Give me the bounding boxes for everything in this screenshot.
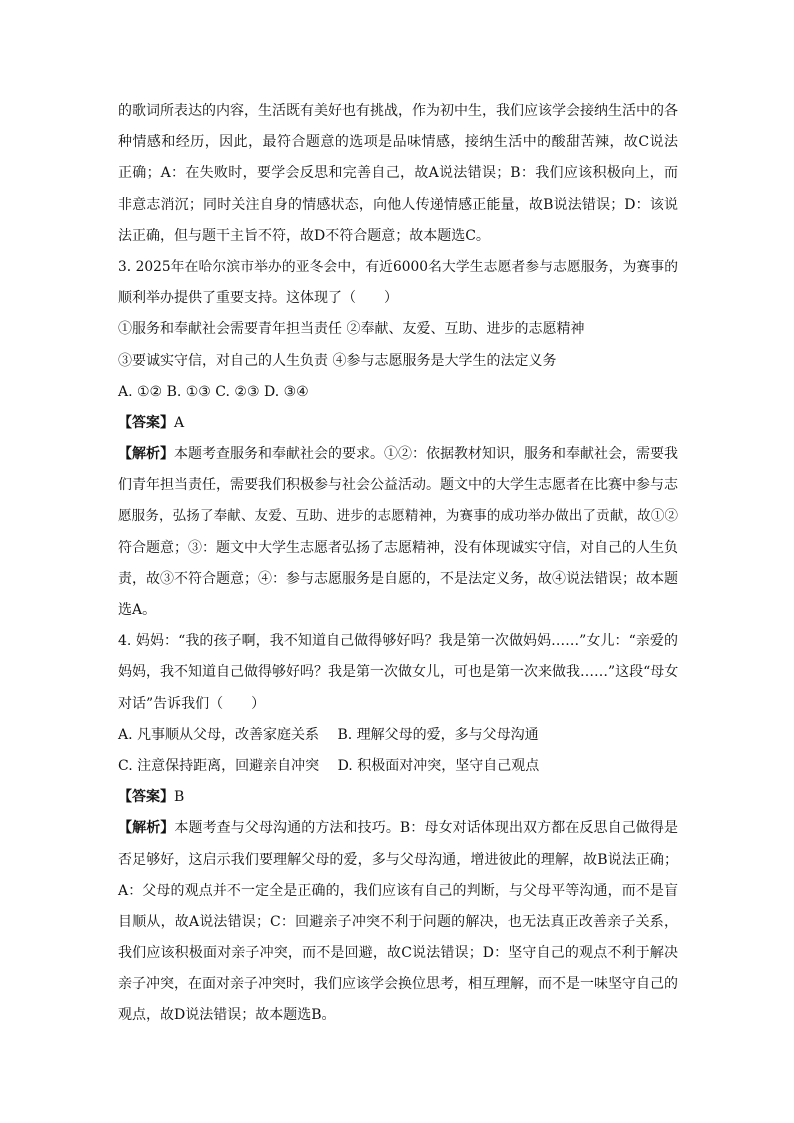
line-text: 我们应该积极面对亲子冲突，而不是回避，故C说法错误；D：坚守自己的观点不利于解决 [118,945,678,962]
text-line [118,845,678,876]
text-line [118,813,678,844]
text-line [118,470,678,501]
text-line [118,595,678,626]
line-text: 4. 妈妈：“我的孩子啊，我不知道自己做得够好吗？我是第一次做妈妈……”女儿：“亲爱的 [118,633,678,650]
line-text: A [174,414,185,431]
text-line [118,190,678,221]
line-text: 愿服务，弘扬了奉献、友爱、互助、进步的志愿精神，为赛事的成功举办做出了贡献，故①② [118,508,678,525]
line-text: A. 凡事顺从父母，改善家庭关系 B. 理解父母的爱，多与父母沟通 [118,726,539,743]
line-text: 亲子冲突，在面对亲子冲突时，我们应该学会换位思考，相互理解，而不是一味坚守自己的 [118,976,678,993]
text-line [118,626,678,657]
text-line [118,314,678,345]
page-content [118,96,678,1032]
line-text: 们青年担当责任，需要我们积极参与社会公益活动。题文中的大学生志愿者在比赛中参与志 [118,477,678,494]
text-line [118,657,678,688]
line-text: 观点，故D说法错误；故本题选B。 [118,1007,336,1024]
text-line [118,689,678,720]
line-text: 法正确，但与题干主旨不符，故D不符合题意；故本题选C。 [118,227,490,244]
text-line [118,1000,678,1031]
line-text: A：父母的观点并不一定全是正确的，我们应该有自己的判断，与父母平等沟通，而不是盲 [118,882,678,899]
line-text: 非意志消沉；同时关注自身的情感状态，向他人传递情感正能量，故B说法错误；D：该说 [118,196,678,213]
text-line [118,283,678,314]
line-text: ①服务和奉献社会需要青年担当责任 ②奉献、友爱、互助、进步的志愿精神 [118,321,585,338]
text-line [118,377,678,408]
analysis-label: 【解析】 [118,446,174,463]
line-text: C. 注意保持距离，回避亲自冲突 D. 积极面对冲突，坚守自己观点 [118,757,540,774]
line-text: 目顺从，故A说法错误；C：回避亲子冲突不利于问题的解决，也无法真正改善亲子关系， [118,913,678,930]
line-text: B [174,789,185,806]
text-line [118,346,678,377]
line-text: 否足够好，这启示我们要理解父母的爱，多与父母沟通，增进彼此的理解，故B说法正确； [118,851,678,868]
answer-label: 【答案】 [118,414,174,431]
text-line [118,221,678,252]
text-line [118,876,678,907]
line-text: 种情感和经历，因此，最符合题意的选项是品味情感，接纳生活中的酸甜苦辣，故C说法 [118,134,678,151]
text-line [118,158,678,189]
line-text: 本题考查与父母沟通的方法和技巧。B：母女对话体现出双方都在反思自己做得是 [174,820,678,837]
line-text: 对话”告诉我们（ ） [118,695,266,712]
text-line [118,751,678,782]
text-line [118,96,678,127]
line-text: A. ①② B. ①③ C. ②③ D. ③④ [118,383,309,400]
line-text: 的歌词所表达的内容，生活既有美好也有挑战，作为初中生，我们应该学会接纳生活中的各 [118,103,678,119]
analysis-label: 【解析】 [118,820,175,837]
line-text: 本题考查服务和奉献社会的要求。①②：依据教材知识，服务和奉献社会，需要我 [174,446,678,463]
text-line [118,720,678,751]
line-text: 顺利举办提供了重要支持。这体现了（ ） [118,290,398,307]
text-line [118,564,678,595]
text-line [118,782,678,813]
text-line [118,439,678,470]
text-line [118,938,678,969]
line-text: ③要诚实守信，对自己的人生负责 ④参与志愿服务是大学生的法定义务 [118,352,557,369]
text-line [118,408,678,439]
line-text: 责，故③不符合题意；④：参与志愿服务是自愿的，不是法定义务，故④说法错误；故本题 [118,570,678,587]
text-line [118,907,678,938]
line-text: 选A。 [118,602,157,618]
text-line [118,969,678,1000]
text-line [118,252,678,283]
text-line [118,127,678,158]
line-text: 妈妈，我不知道自己做得够好吗？我是第一次做女儿，可也是第一次来做我……”这段“母女 [118,664,679,681]
answer-label: 【答案】 [118,789,174,806]
line-text: 正确；A：在失败时，要学会反思和完善自己，故A说法错误；B：我们应该积极向上，而 [118,165,678,182]
line-text: 3. 2025年在哈尔滨市举办的亚冬会中，有近6000名大学生志愿者参与志愿服务，为赛事的 [118,258,678,275]
line-text: 符合题意；③：题文中大学生志愿者弘扬了志愿精神，没有体现诚实守信，对自己的人生负 [118,539,678,556]
text-line [118,501,678,532]
text-line [118,533,678,564]
